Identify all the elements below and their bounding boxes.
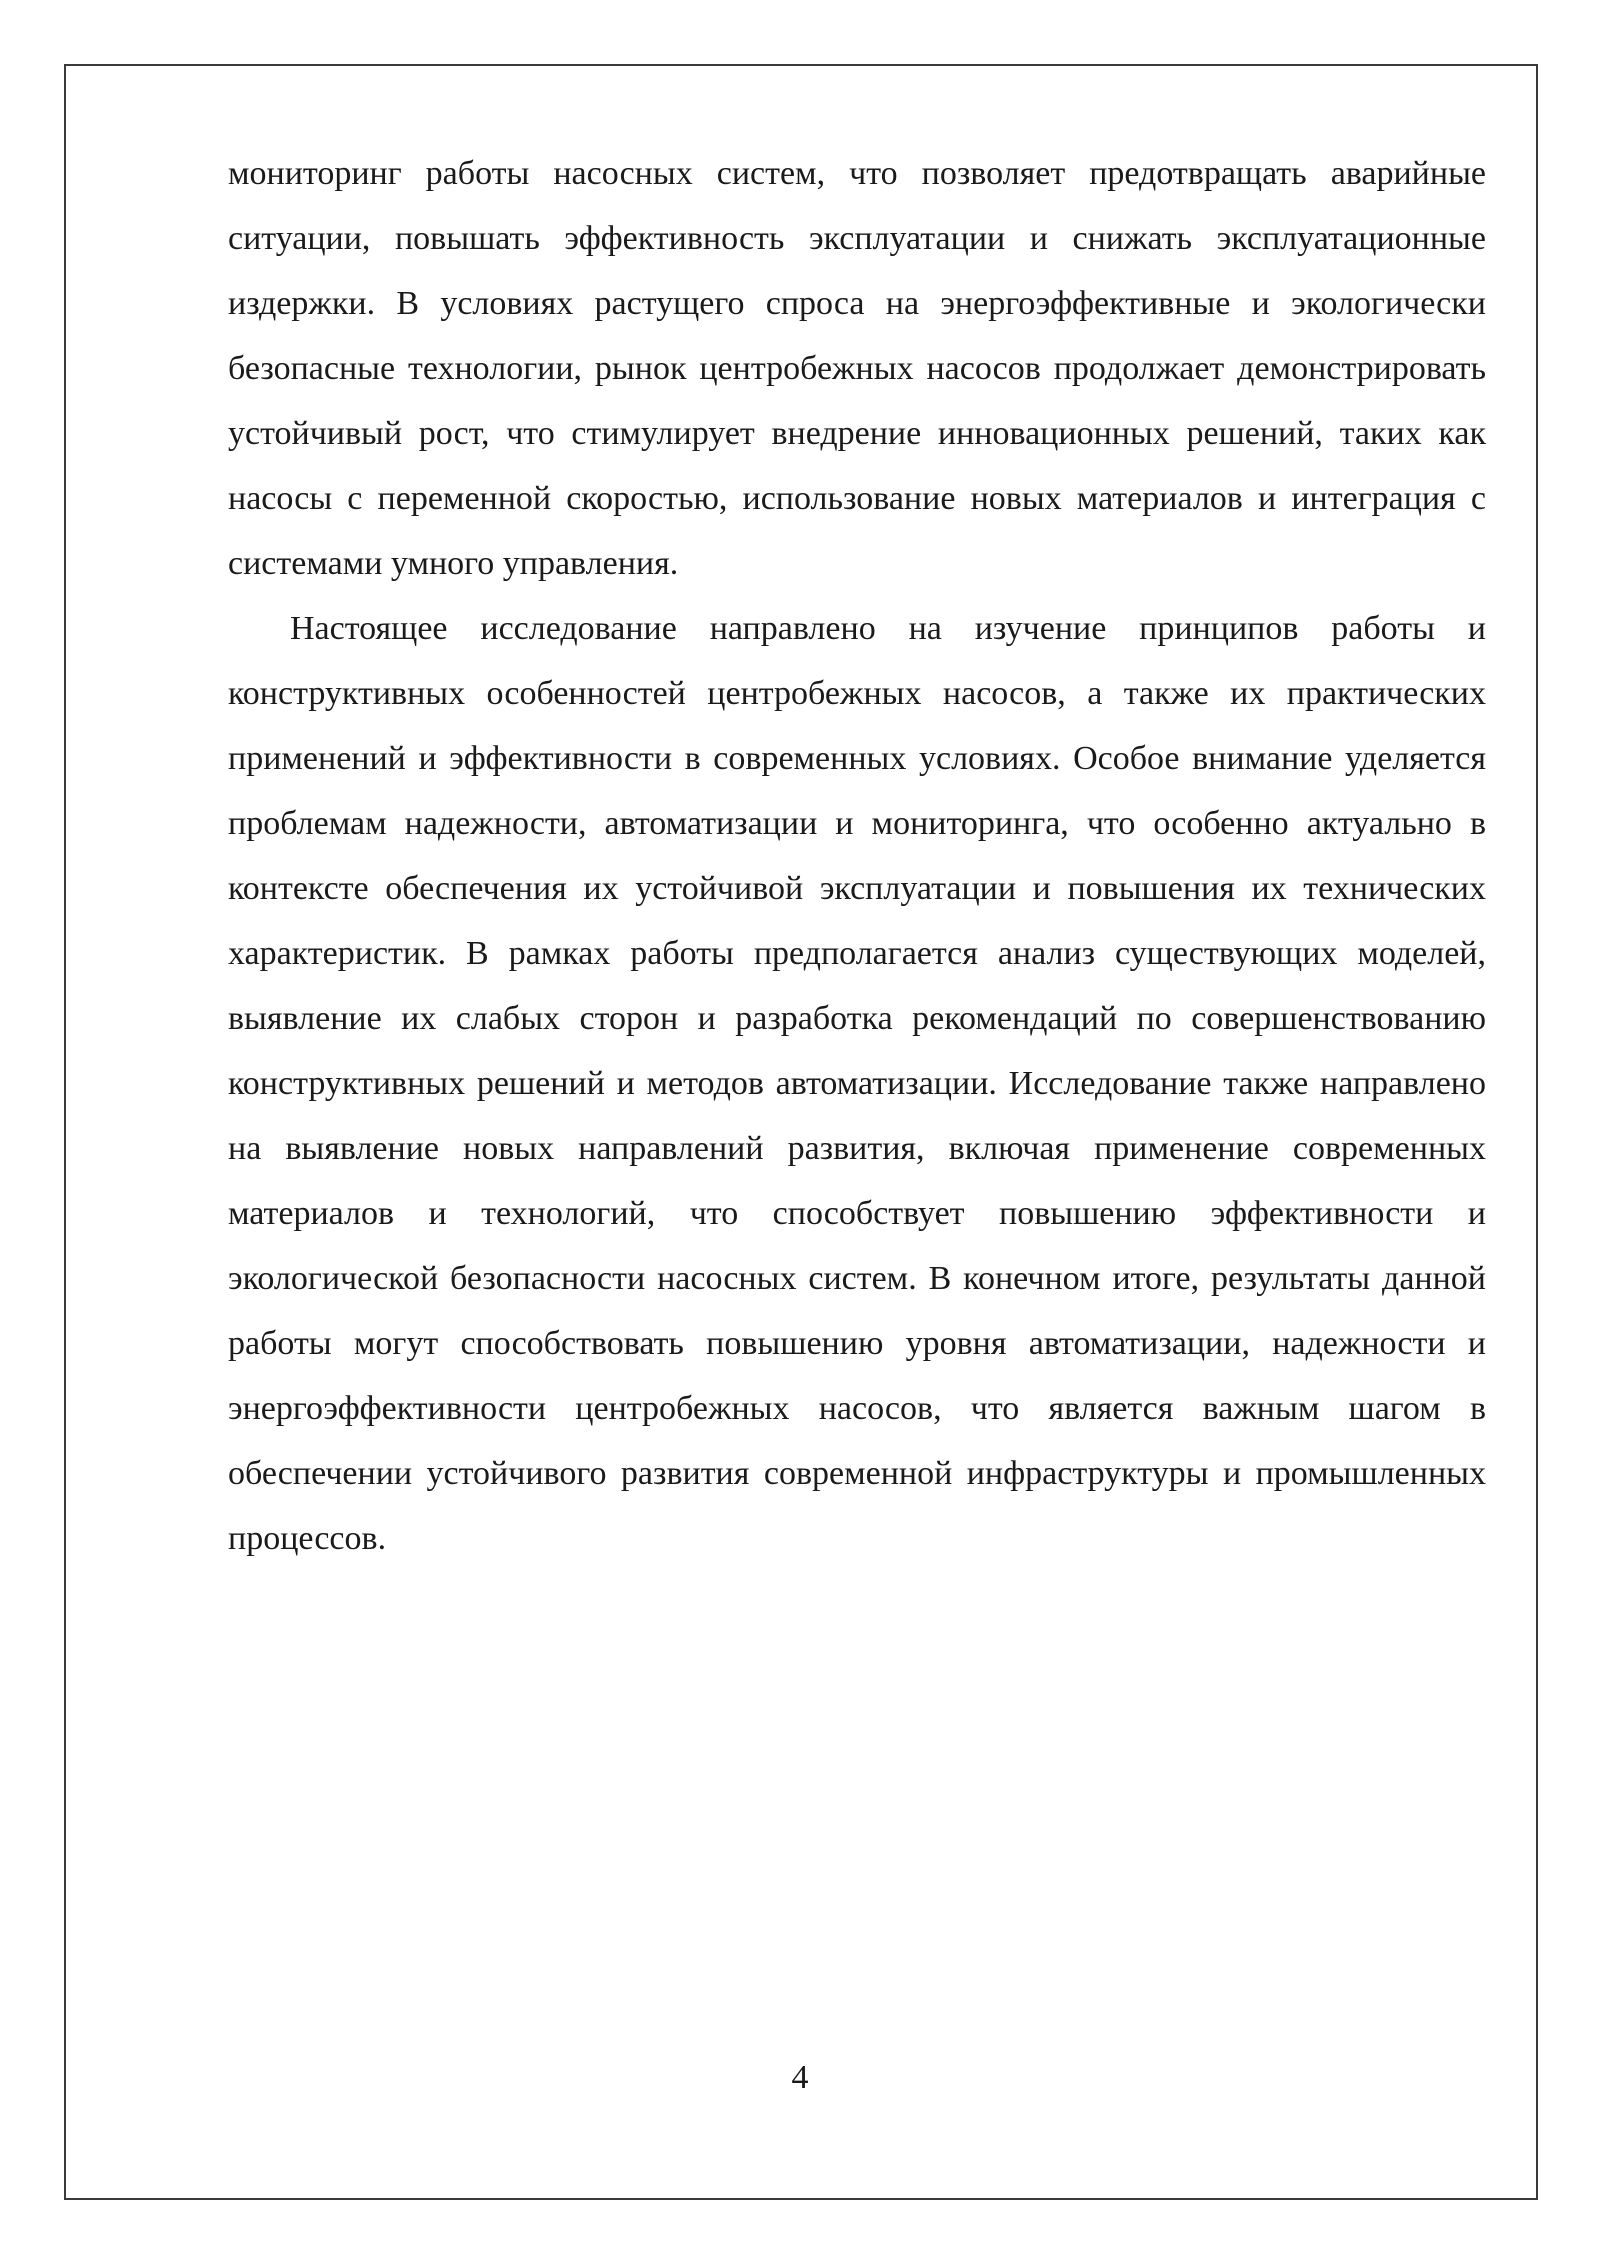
document-body <box>228 141 1486 1571</box>
paragraph-continuation: мониторинг работы насосных систем, что позволяет предотвращать аварийные ситуации, повышать эффективность эксплуатации и снижать эксплуатационные издержки. В условиях растущего спроса на энергоэффективные и экологически безопасные технологии, рынок центробежных насосов продолжает демонстрировать устойчивый рост, что стимулирует внедрение инновационных решений, таких как насосы с переменной скоростью, использование новых материалов и интеграция с системами умного управления. <box>228 155 1486 582</box>
page-number: 4 <box>791 2059 809 2096</box>
paragraph-study-purpose: Настоящее исследование направлено на изучение принципов работы и конструктивных особенностей центробежных насосов, а также их практических применений и эффективности в современных условиях. Особое внимание уделяется проблемам надежности, автоматизации и мониторинга, что особенно актуально в контексте обеспечения их устойчивой эксплуатации и повышения их технических характеристик. В рамках работы предполагается анализ существующих моделей, выявление их слабых сторон и разработка рекомендаций по совершенствованию конструктивных решений и методов автоматизации. Исследование также направлено на выявление новых направлений развития, включая применение современных материалов и технологий, что способствует повышению эффективности и экологической безопасности насосных систем. В конечном итоге, результаты данной работы могут способствовать повышению уровня автоматизации, надежности и энергоэффективности центробежных насосов, что является важным шагом в обеспечении устойчивого развития современной инфраструктуры и промышленных процессов. <box>228 610 1486 1557</box>
